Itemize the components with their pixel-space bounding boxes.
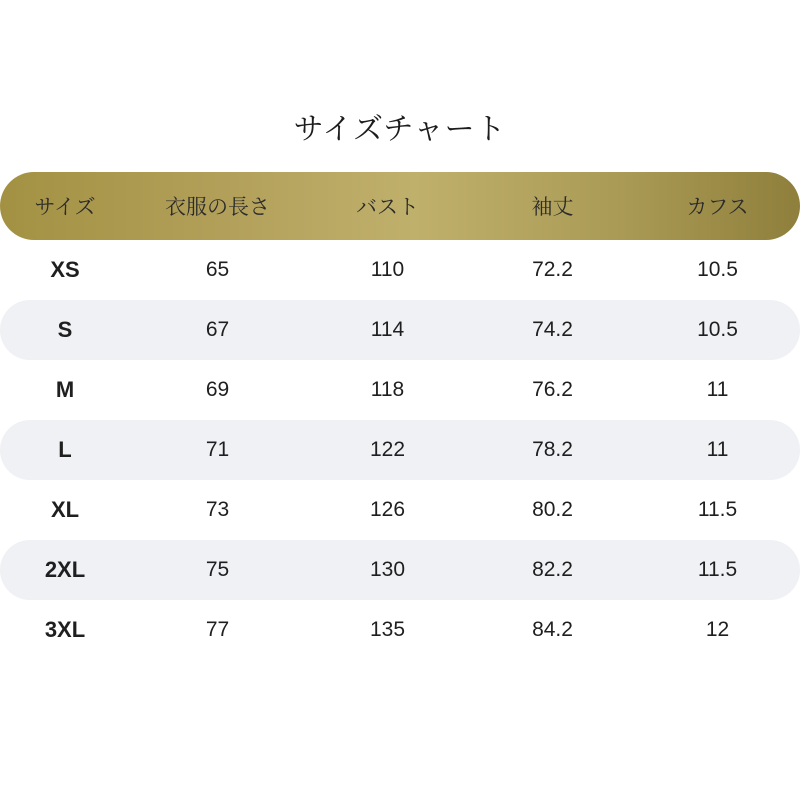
cell-cuff: 10.5	[697, 258, 738, 281]
cell-sleeve: 82.2	[470, 540, 635, 600]
cell-length: 65	[205, 258, 230, 281]
cell-sleeve: 84.2	[532, 618, 573, 641]
cell-length: 73	[205, 498, 230, 521]
cell-size: M	[55, 377, 75, 402]
table-row	[0, 420, 800, 480]
cell-cuff: 11.5	[635, 540, 800, 600]
cell-bust: 114	[305, 300, 470, 360]
table-row	[0, 600, 800, 660]
table-row	[0, 480, 800, 540]
cell-bust: 135	[369, 618, 406, 641]
cell-length: 75	[130, 540, 305, 600]
cell-bust: 118	[370, 378, 405, 401]
cell-cuff: 11.5	[697, 498, 738, 521]
cell-bust: 126	[369, 498, 406, 521]
cell-size: L	[0, 420, 130, 480]
cell-sleeve: 80.2	[532, 498, 573, 521]
cell-cuff: 11	[635, 420, 800, 480]
cell-size: S	[0, 300, 130, 360]
cell-bust: 130	[305, 540, 470, 600]
table-row	[0, 540, 800, 600]
column-header-size: サイズ	[34, 196, 96, 219]
page-title: サイズチャート	[293, 113, 507, 146]
cell-length: 69	[205, 378, 230, 401]
cell-length: 67	[130, 300, 305, 360]
column-header-length: 衣服の長さ	[165, 196, 270, 219]
table-row	[0, 240, 800, 300]
cell-cuff: 11	[706, 378, 729, 401]
cell-length: 77	[205, 618, 230, 641]
cell-length: 71	[130, 420, 305, 480]
cell-cuff: 12	[705, 618, 730, 641]
column-header-sleeve: 袖丈	[531, 196, 574, 219]
cell-sleeve: 78.2	[470, 420, 635, 480]
cell-sleeve: 74.2	[470, 300, 635, 360]
cell-size: XL	[50, 497, 80, 522]
cell-sleeve: 76.2	[532, 378, 573, 401]
column-header-bust: バスト	[356, 196, 419, 219]
cell-size: XS	[50, 257, 80, 282]
table-body	[0, 240, 800, 660]
cell-size: 3XL	[44, 617, 86, 642]
table-header-row	[0, 172, 800, 240]
column-header-cuff: カフス	[686, 196, 749, 219]
cell-bust: 122	[305, 420, 470, 480]
cell-sleeve: 72.2	[532, 258, 573, 281]
cell-cuff: 10.5	[635, 300, 800, 360]
table-row	[0, 360, 800, 420]
cell-size: 2XL	[0, 540, 130, 600]
cell-bust: 110	[370, 258, 405, 281]
table-row	[0, 300, 800, 360]
size-chart-table	[0, 172, 800, 660]
table-header	[0, 172, 800, 240]
